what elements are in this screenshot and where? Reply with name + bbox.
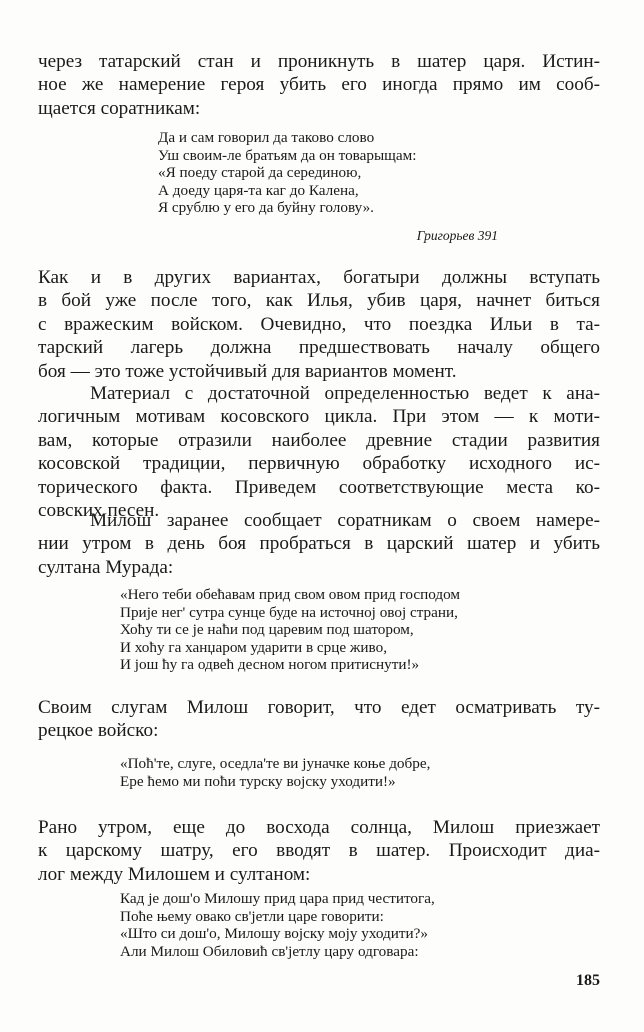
text-line: щается соратникам: — [38, 97, 201, 119]
verse-line: Ере ћемо ми поћи турску војску уходити!» — [120, 772, 396, 790]
text-line: Милош заранее сообщает соратникам о своем намере- — [90, 510, 600, 531]
paragraph-3 — [38, 382, 600, 522]
page-number: 185 — [576, 972, 600, 989]
verse-line: Да и сам говорил да таково слово — [158, 129, 375, 146]
text-line: через татарский стан и проникнуть в шатер царя. Истин- — [38, 51, 600, 72]
verse-quote-3 — [120, 755, 430, 790]
text-line: рецкое войско: — [38, 720, 159, 742]
verse-line: И још ћу га одвећ десном ногом притиснути!» — [120, 656, 420, 674]
verse-line: «Него теби обећавам прид свом овом прид господом — [120, 586, 461, 603]
verse-line: Кад је дош'о Милошу прид цара прид честитога, — [120, 890, 435, 907]
text-line: косовской традиции, первичную обработку исходного ис- — [38, 453, 600, 475]
verse-line: И хоћу га ханџаром ударити в срце живо, — [120, 638, 387, 656]
paragraph-2 — [38, 266, 600, 383]
text-line: торического факта. Приведем соответствующие места ко- — [38, 476, 600, 498]
verse-quote-4 — [120, 890, 435, 960]
text-line: логичным мотивам косовского цикла. При этом — к моти- — [38, 406, 600, 428]
verse-quote-1 — [158, 129, 416, 217]
text-line: вам, которые отразили наиболее древние стадии развития — [38, 429, 600, 451]
text-line: Материал с достаточной определенностью ведет к ана- — [90, 383, 600, 404]
verse-line: Хоћу ти се је наћи под царевим под шатором, — [120, 621, 414, 639]
paragraph-1 — [38, 50, 600, 120]
text-line: к царскому шатру, его вводят в шатер. Происходит диа- — [38, 840, 600, 862]
text-line: Рано утром, еще до восхода солнца, Милош приезжает — [38, 817, 600, 838]
verse-line: Прије нег' сутра сунце буде на источној овој страни, — [120, 603, 458, 621]
text-line: совских песен. — [38, 500, 160, 522]
text-line: нии утром в день боя пробраться в царский шатер и убить — [38, 533, 600, 555]
verse-quote-2 — [120, 586, 460, 674]
paragraph-4 — [38, 509, 600, 579]
paragraph-6 — [38, 816, 600, 886]
text-line: тарский лагерь должна предшествовать началу общего — [38, 337, 600, 359]
verse-line: «Што си дош'о, Милошу војску мојy уходити?» — [120, 925, 428, 943]
verse-line: Я срублю у его да буйну голову». — [158, 199, 374, 217]
text-line: в бой уже после того, как Илья, убив царя, начнет биться — [38, 290, 600, 312]
text-line: боя — это тоже устойчивый для вариантов момент. — [38, 360, 457, 382]
text-line: Как и в других вариантах, богатыри должны вступать — [38, 267, 600, 288]
source-attribution: Григорьев 391 — [416, 228, 498, 243]
text-line: лог между Милошем и султаном: — [38, 863, 311, 885]
text-line: с вражеским войском. Очевидно, что поездка Ильи в та- — [38, 313, 600, 335]
verse-line: Али Милош Обиловић св'јетлу цару одговара: — [120, 942, 419, 960]
verse-line: «Поћ'те, слуге, оседла'те ви јуначке коње добре, — [120, 755, 431, 772]
text-line: Своим слугам Милош говорит, что едет осматривать ту- — [38, 697, 600, 718]
verse-line: «Я поеду старой да серединою, — [158, 164, 362, 182]
verse-line: А доеду царя-та каг до Калена, — [158, 181, 359, 199]
verse-line: Уш своим-ле братьям да он товарыщам: — [158, 146, 417, 164]
text-line: ное же намерение героя убить его иногда прямо им сооб- — [38, 74, 600, 96]
verse-line: Поће њему овако св'јетли царе говорити: — [120, 907, 384, 925]
paragraph-5 — [38, 696, 600, 743]
text-line: султана Мурада: — [38, 556, 174, 578]
